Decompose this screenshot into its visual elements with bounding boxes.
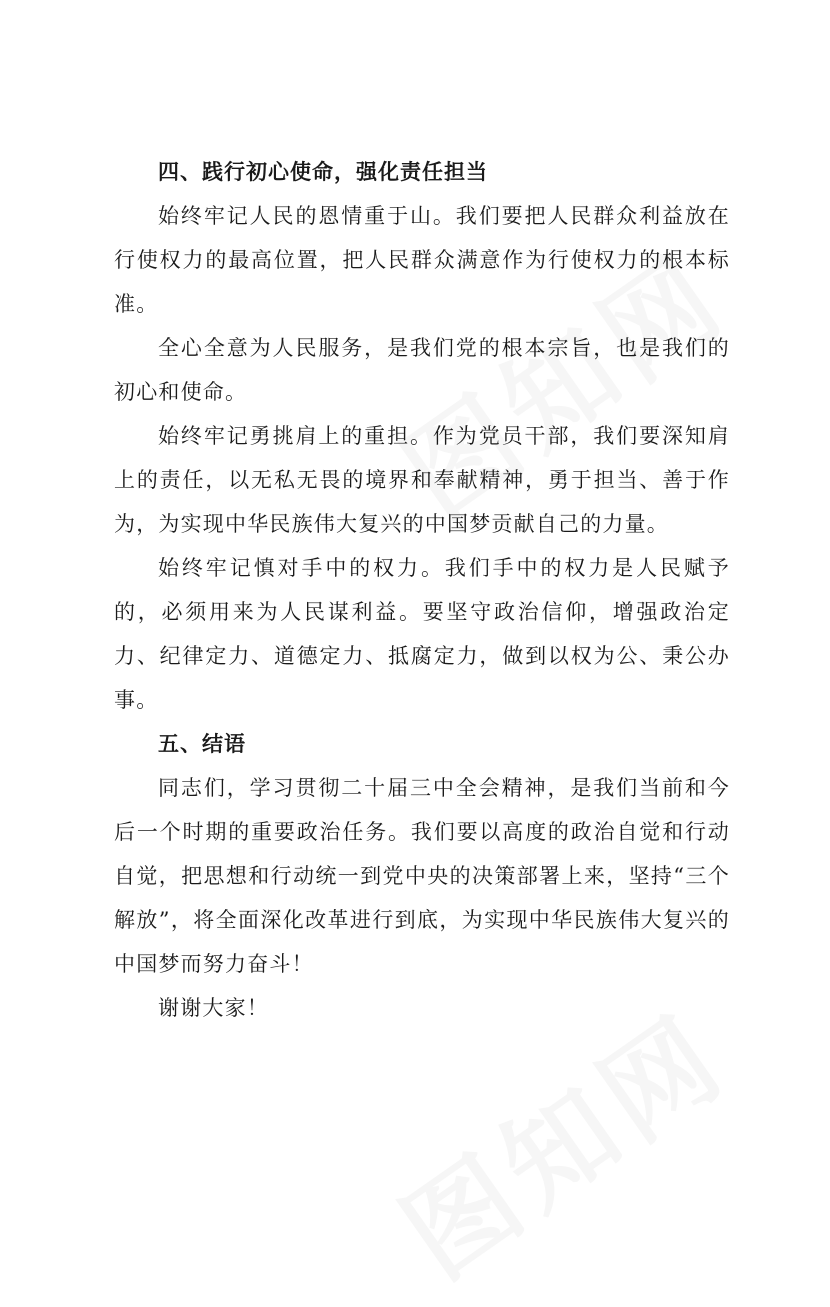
section-heading: 五、结语 <box>158 732 246 756</box>
document-body <box>114 150 730 1030</box>
closing-line: 谢谢大家！ <box>158 996 269 1020</box>
paragraph: 同志们，学习贯彻二十届三中全会精神，是我们当前和今后一个时期的重要政治任务。我们要以高度的政治自觉和行动自觉，把思想和行动统一到党中央的决策部署上来，坚持“三个解放”，将全面深化改革进行到底，为实现中华民族伟大复兴的中国梦而努力奋斗！ <box>114 776 730 976</box>
section-heading: 四、践行初心使命，强化责任担当 <box>158 160 488 184</box>
paragraph: 始终牢记人民的恩情重于山。我们要把人民群众利益放在行使权力的最高位置，把人民群众满意作为行使权力的根本标准。 <box>114 204 730 316</box>
paragraph: 全心全意为人民服务，是我们党的根本宗旨，也是我们的初心和使命。 <box>114 336 730 404</box>
paragraph: 始终牢记慎对手中的权力。我们手中的权力是人民赋予的，必须用来为人民谋利益。要坚守政治信仰，增强政治定力、纪律定力、道德定力、抵腐定力，做到以权为公、秉公办事。 <box>114 556 730 712</box>
paragraph: 始终牢记勇挑肩上的重担。作为党员干部，我们要深知肩上的责任，以无私无畏的境界和奉献精神，勇于担当、善于作为，为实现中华民族伟大复兴的中国梦贡献自己的力量。 <box>114 424 730 536</box>
